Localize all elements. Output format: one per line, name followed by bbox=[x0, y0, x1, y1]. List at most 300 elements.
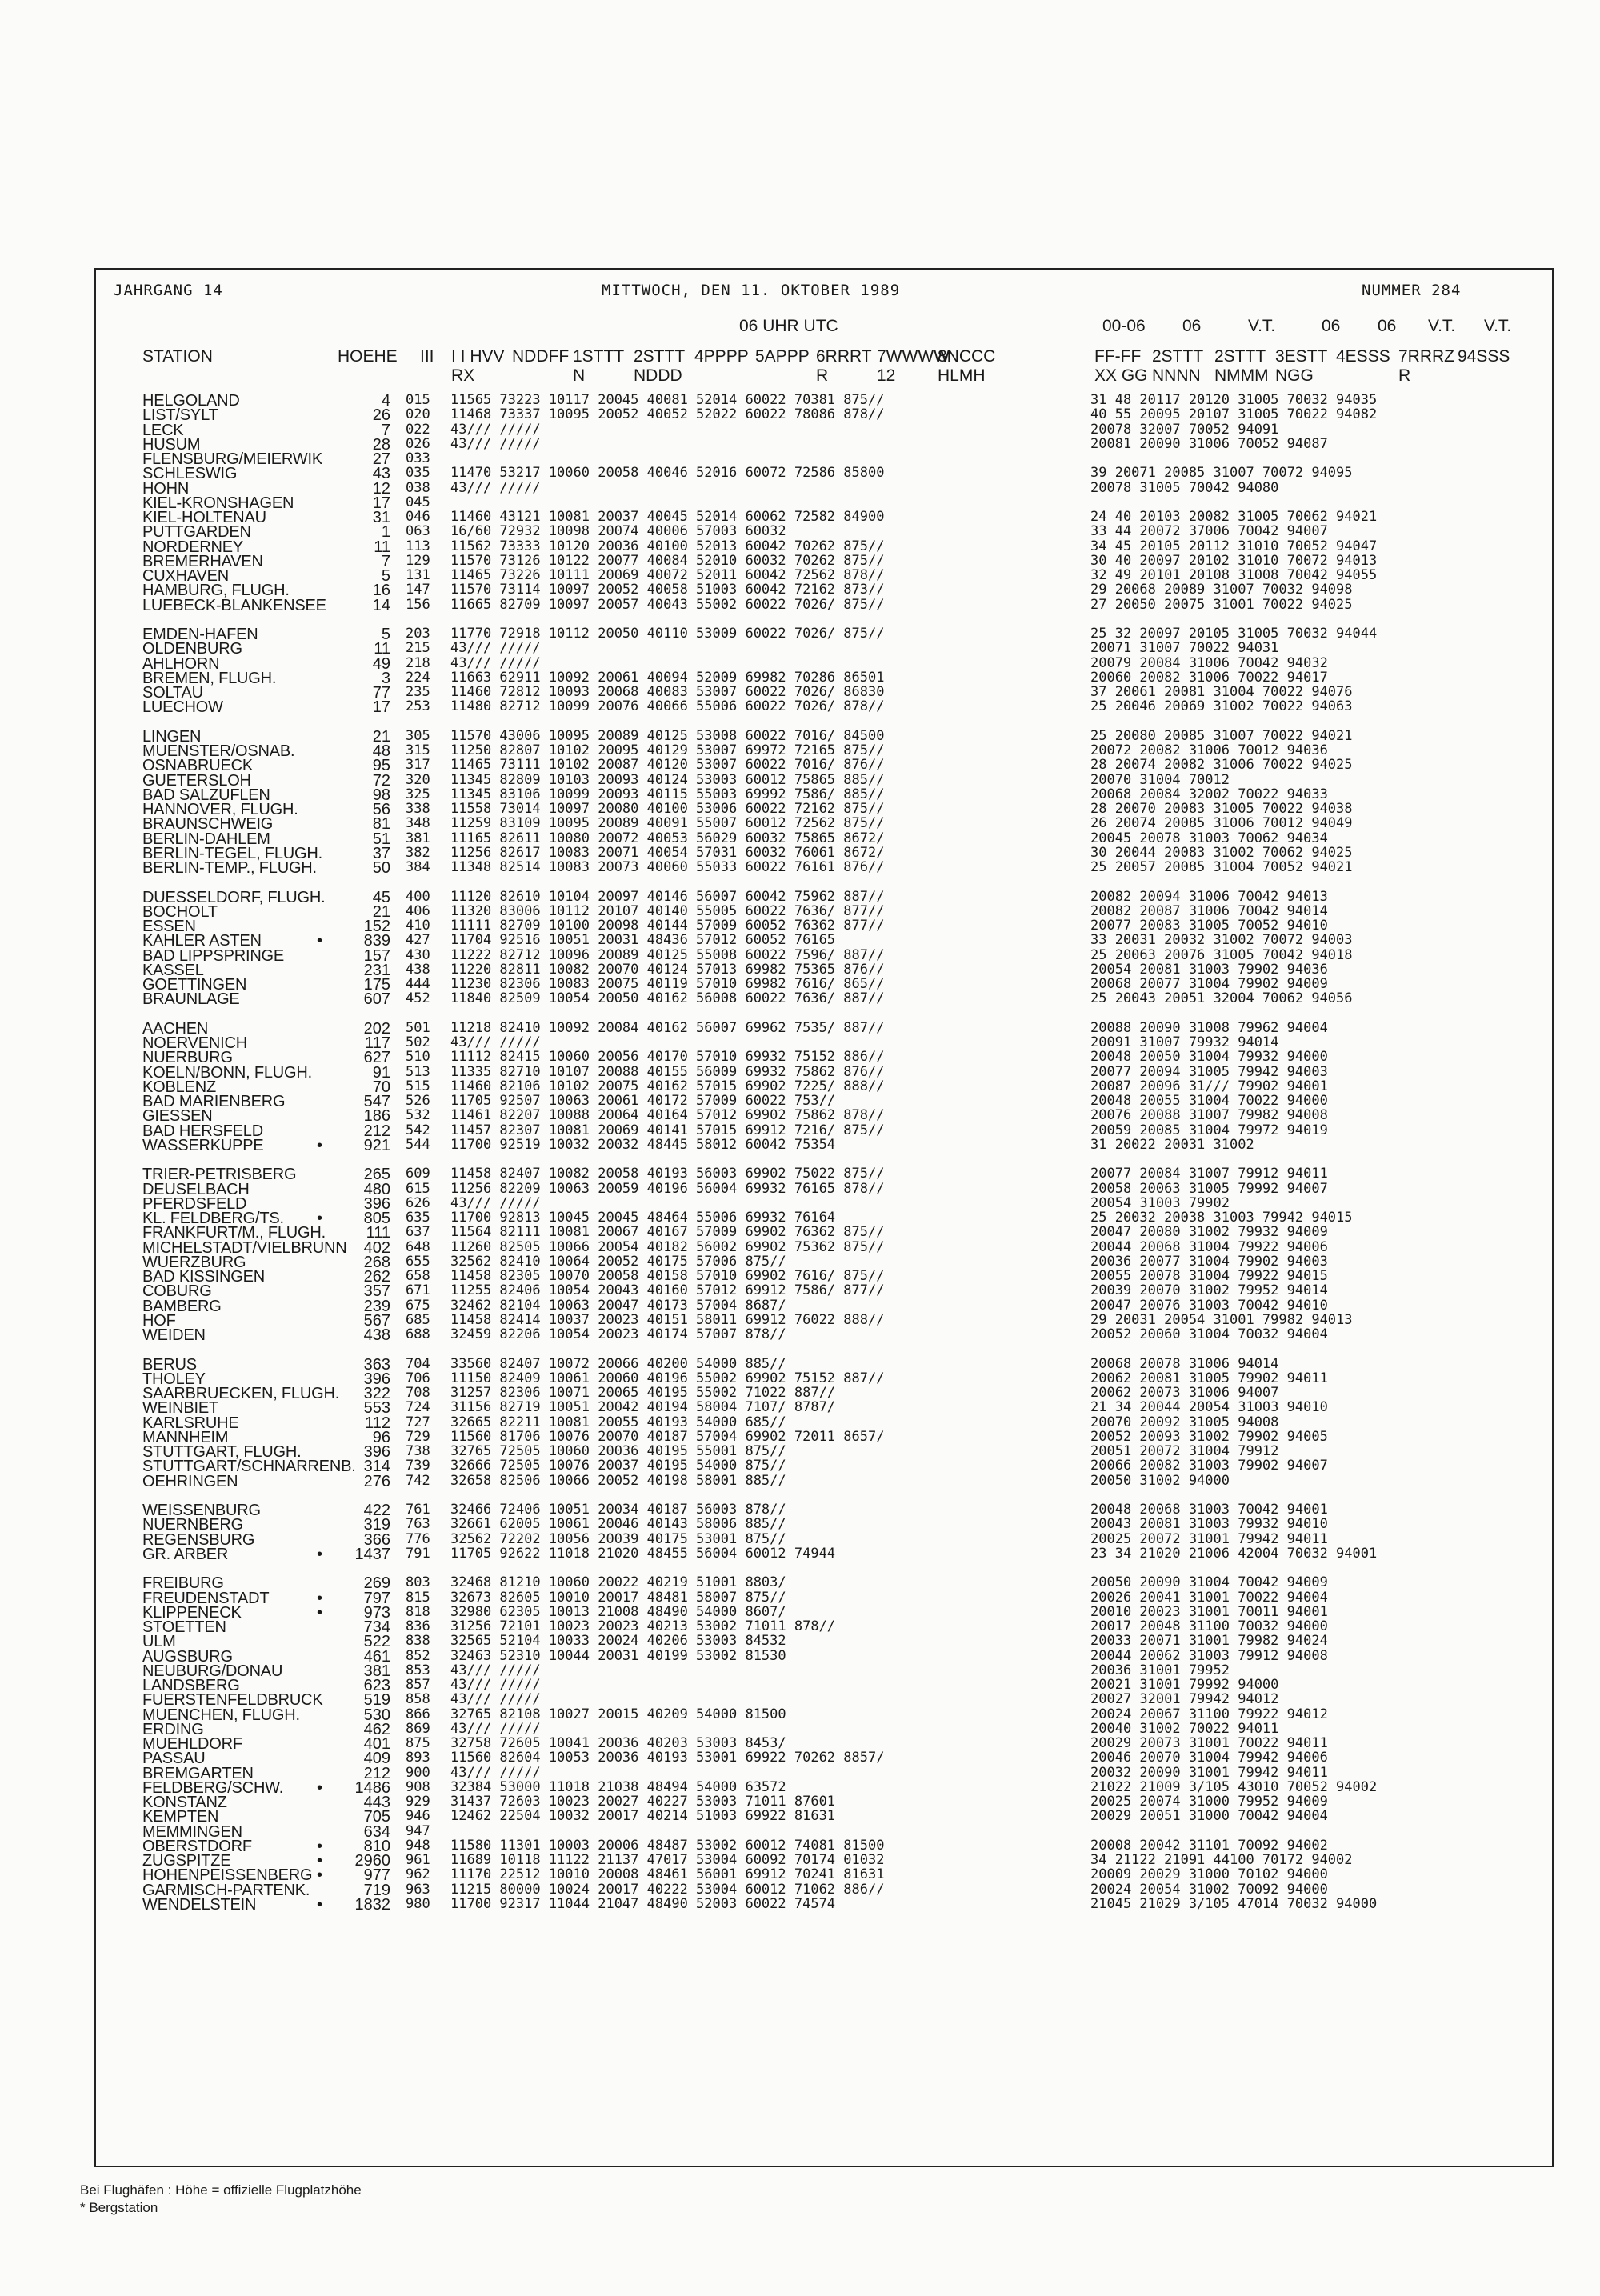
station-name: MUENSTER/OSNAB. bbox=[142, 742, 295, 760]
synop-data: 11705 92622 11018 21020 48455 56004 60012 74944 bbox=[450, 1545, 836, 1562]
station-height: 21 bbox=[372, 727, 390, 746]
station-index: 648 bbox=[406, 1238, 430, 1255]
synop-data: 32765 82108 10027 20015 40209 54000 81500 bbox=[450, 1706, 786, 1722]
station-index: 763 bbox=[406, 1516, 430, 1533]
station-name: REGENSBURG bbox=[142, 1530, 255, 1549]
synop-supplement: 20044 20062 31003 79912 94008 bbox=[1090, 1647, 1328, 1664]
station-index: 739 bbox=[406, 1458, 430, 1474]
station-name: ESSEN bbox=[142, 918, 196, 935]
synop-supplement: 20040 31002 70022 94011 bbox=[1090, 1720, 1279, 1737]
synop-data: 11222 82712 10096 20089 40125 55008 60022 7596/ 887// bbox=[450, 946, 885, 963]
station-name: KLIPPENECK bbox=[142, 1603, 242, 1622]
synop-supplement: 20078 31005 70042 94080 bbox=[1090, 479, 1279, 496]
station-height: 26 bbox=[372, 406, 390, 425]
station-index: 045 bbox=[406, 494, 430, 510]
synop-data: 43/// ///// bbox=[450, 435, 541, 452]
sub-r1: 00-06 bbox=[1102, 317, 1146, 335]
station-index: 526 bbox=[406, 1093, 430, 1109]
synop-supplement: 20055 20078 31004 79922 94015 bbox=[1090, 1268, 1328, 1284]
station-index: 438 bbox=[406, 961, 430, 978]
station-index: 724 bbox=[406, 1399, 430, 1416]
synop-data: 11458 82414 10037 20023 40151 58011 69912 76022 888// bbox=[450, 1311, 885, 1328]
station-index: 908 bbox=[406, 1778, 430, 1795]
sub-r2: 06 bbox=[1182, 317, 1202, 335]
col-c7: 6RRRT R bbox=[816, 347, 872, 385]
station-index: 400 bbox=[406, 888, 430, 905]
synop-data: 11460 43121 10081 20037 40045 52014 60062 72582 84900 bbox=[450, 509, 885, 525]
station-height: 2960 bbox=[354, 1852, 390, 1870]
synop-supplement: 20058 20063 31005 79992 94007 bbox=[1090, 1180, 1328, 1197]
station-index: 761 bbox=[406, 1502, 430, 1518]
synop-supplement: 20017 20048 31100 70032 94000 bbox=[1090, 1618, 1328, 1634]
station-index: 963 bbox=[406, 1881, 430, 1898]
station-index: 022 bbox=[406, 421, 430, 438]
issue-number: NUMMER 284 bbox=[1362, 282, 1462, 299]
station-height: 111 bbox=[366, 1224, 390, 1242]
synop-data: 11461 82207 10088 20064 40164 57012 69902 75862 878// bbox=[450, 1107, 885, 1124]
synop-supplement: 20052 20060 31004 70032 94004 bbox=[1090, 1326, 1328, 1342]
synop-data: 11230 82306 10083 20075 40119 57010 69982 7616/ 865// bbox=[450, 976, 885, 992]
synop-supplement: 32 49 20101 20108 31008 70042 94055 bbox=[1090, 567, 1378, 583]
col-c8: 7WWWW 12 bbox=[877, 347, 950, 385]
station-height: 43 bbox=[372, 465, 390, 483]
station-name: FELDBERG/SCHW. bbox=[142, 1778, 284, 1797]
station-height: 5 bbox=[381, 567, 390, 585]
synop-data: 32462 82104 10063 20047 40173 57004 8687/ bbox=[450, 1297, 786, 1314]
station-height: 50 bbox=[372, 859, 390, 877]
station-index: 224 bbox=[406, 669, 430, 686]
station-index: 980 bbox=[406, 1895, 430, 1912]
station-height: 37 bbox=[372, 844, 390, 862]
synop-data: 11457 82307 10081 20069 40141 57015 69912 7216/ 875// bbox=[450, 1122, 885, 1138]
synop-supplement: 26 20074 20085 31006 70012 94049 bbox=[1090, 815, 1353, 832]
station-height: 96 bbox=[372, 1428, 390, 1446]
synop-supplement: 20047 20076 31003 70042 94010 bbox=[1090, 1297, 1328, 1314]
synop-data: 43/// ///// bbox=[450, 1691, 541, 1708]
station-height: 973 bbox=[363, 1603, 390, 1622]
station-height: 705 bbox=[363, 1808, 390, 1826]
synop-supplement: 20033 20071 31001 79982 94024 bbox=[1090, 1633, 1328, 1650]
station-name: STOETTEN bbox=[142, 1618, 226, 1636]
synop-supplement: 29 20031 20054 31001 79982 94013 bbox=[1090, 1311, 1353, 1328]
station-height: 921 bbox=[363, 1136, 390, 1154]
station-index: 063 bbox=[406, 523, 430, 540]
synop-data: 11259 83109 10095 20089 40091 55007 60012 72562 875// bbox=[450, 815, 885, 832]
station-index: 858 bbox=[406, 1691, 430, 1708]
station-name: BERLIN-DAHLEM bbox=[142, 830, 270, 848]
station-name: NUERBURG bbox=[142, 1049, 233, 1067]
synop-data: 11570 73114 10097 20052 40058 51003 60042 72162 873// bbox=[450, 582, 885, 598]
mountain-marker: • bbox=[317, 1545, 323, 1563]
station-name: HANNOVER, FLUGH. bbox=[142, 801, 298, 818]
station-name: KASSEL bbox=[142, 961, 204, 979]
station-height: 438 bbox=[363, 1326, 390, 1344]
station-height: 5 bbox=[381, 626, 390, 643]
synop-data: 11215 80000 10024 20017 40222 53004 60012 71062 886// bbox=[450, 1881, 885, 1898]
synop-supplement: 20045 20078 31003 70062 94034 bbox=[1090, 830, 1328, 846]
synop-supplement: 20009 20029 31000 70102 94000 bbox=[1090, 1866, 1328, 1883]
station-height: 56 bbox=[372, 801, 390, 818]
synop-data: 11700 92519 10032 20032 48445 58012 60042 75354 bbox=[450, 1136, 836, 1153]
synop-data: 32673 82605 10010 20017 48481 58007 875// bbox=[450, 1589, 786, 1606]
synop-data: 11560 81706 10076 20070 40187 57004 69902 72011 8657/ bbox=[450, 1428, 885, 1445]
col-c1: I I HVV RX bbox=[451, 347, 505, 385]
station-height: 212 bbox=[363, 1122, 390, 1140]
station-name: CUXHAVEN bbox=[142, 567, 230, 585]
synop-supplement: 24 40 20103 20082 31005 70062 94021 bbox=[1090, 509, 1378, 525]
station-name: OLDENBURG bbox=[142, 640, 242, 658]
station-name: FREUDENSTADT bbox=[142, 1589, 270, 1607]
station-name: TRIER-PETRISBERG bbox=[142, 1166, 297, 1184]
station-name: KOBLENZ bbox=[142, 1078, 216, 1096]
utc-label: 06 UHR UTC bbox=[739, 317, 838, 335]
synop-supplement: 20044 20068 31004 79922 94006 bbox=[1090, 1238, 1328, 1255]
station-height: 98 bbox=[372, 786, 390, 804]
synop-supplement: 20087 20096 31/// 79902 94001 bbox=[1090, 1078, 1328, 1094]
synop-supplement: 20048 20068 31003 70042 94001 bbox=[1090, 1502, 1328, 1518]
station-height: 95 bbox=[372, 757, 390, 775]
station-index: 317 bbox=[406, 757, 430, 774]
station-index: 803 bbox=[406, 1574, 430, 1591]
station-name: BAD LIPPSPRINGE bbox=[142, 946, 285, 965]
synop-supplement: 20024 20054 31002 70092 94000 bbox=[1090, 1881, 1328, 1898]
station-height: 17 bbox=[372, 698, 390, 717]
station-index: 948 bbox=[406, 1837, 430, 1854]
col-hoehe: HOEHE bbox=[338, 347, 398, 366]
station-name: DEUSELBACH bbox=[142, 1180, 250, 1198]
station-index: 156 bbox=[406, 596, 430, 613]
station-name: LINGEN bbox=[142, 727, 202, 746]
station-height: 381 bbox=[363, 1662, 390, 1680]
station-name: BAD HERSFELD bbox=[142, 1122, 263, 1140]
station-height: 480 bbox=[363, 1180, 390, 1198]
station-name: BREMGARTEN bbox=[142, 1764, 254, 1782]
station-index: 655 bbox=[406, 1253, 430, 1270]
station-index: 410 bbox=[406, 918, 430, 934]
station-name: WENDELSTEIN bbox=[142, 1895, 257, 1914]
synop-supplement: 25 20046 20069 31002 70022 94063 bbox=[1090, 698, 1353, 715]
station-height: 268 bbox=[363, 1253, 390, 1271]
footnote-mountain: * Bergstation bbox=[80, 2200, 158, 2215]
station-height: 797 bbox=[363, 1589, 390, 1607]
synop-data: 32666 72505 10076 20037 40195 54000 875// bbox=[450, 1458, 786, 1474]
synop-data: 11562 73333 10120 20036 40100 52013 60042 70262 875// bbox=[450, 538, 885, 554]
station-index: 900 bbox=[406, 1764, 430, 1781]
station-height: 117 bbox=[365, 1034, 390, 1052]
station-name: BAD SALZUFLEN bbox=[142, 786, 270, 804]
synop-data: 43/// ///// bbox=[450, 1034, 541, 1050]
station-name: FRANKFURT/M., FLUGH. bbox=[142, 1224, 326, 1242]
col-c4: 2STTT NDDD bbox=[634, 347, 686, 385]
synop-supplement: 40 55 20095 20107 31005 70022 94082 bbox=[1090, 406, 1378, 423]
synop-data: 43/// ///// bbox=[450, 1677, 541, 1693]
station-name: SCHLESWIG bbox=[142, 465, 238, 483]
synop-supplement: 20068 20077 31004 79902 94009 bbox=[1090, 976, 1328, 992]
synop-data: 32765 72505 10060 20036 40195 55001 875// bbox=[450, 1443, 786, 1459]
station-name: KIEL-KRONSHAGEN bbox=[142, 494, 294, 512]
synop-supplement: 20079 20084 31006 70042 94032 bbox=[1090, 654, 1328, 671]
synop-data: 11705 92507 10063 20061 40172 57009 60022 753// bbox=[450, 1093, 836, 1109]
synop-data: 12462 22504 10032 20017 40214 51003 69922 81631 bbox=[450, 1808, 836, 1825]
synop-data: 31257 82306 10071 20065 40195 55002 71022 887// bbox=[450, 1385, 836, 1401]
synop-data: 11335 82710 10107 20088 40155 56009 69932 75862 876// bbox=[450, 1063, 885, 1080]
station-height: 623 bbox=[363, 1677, 390, 1694]
station-height: 17 bbox=[372, 494, 390, 512]
synop-data: 43/// ///// bbox=[450, 1194, 541, 1211]
synop-supplement: 31 20022 20031 31002 bbox=[1090, 1136, 1254, 1153]
col-iii: III bbox=[420, 347, 434, 366]
synop-data: 11348 82514 10083 20073 40060 55033 60022 76161 876// bbox=[450, 859, 885, 875]
synop-supplement: 39 20071 20085 31007 70072 94095 bbox=[1090, 465, 1353, 482]
station-height: 805 bbox=[363, 1210, 390, 1227]
station-index: 502 bbox=[406, 1034, 430, 1050]
synop-supplement: 20021 31001 79992 94000 bbox=[1090, 1677, 1279, 1693]
station-name: WEIDEN bbox=[142, 1326, 206, 1344]
station-index: 510 bbox=[406, 1049, 430, 1066]
station-index: 791 bbox=[406, 1545, 430, 1562]
station-index: 315 bbox=[406, 742, 430, 758]
station-index: 961 bbox=[406, 1852, 430, 1868]
synop-supplement: 20036 20077 31004 79902 94003 bbox=[1090, 1253, 1328, 1270]
col-r5: 4ESSS bbox=[1336, 347, 1390, 366]
station-name: LUEBECK-BLANKENSEE bbox=[142, 596, 326, 614]
station-height: 461 bbox=[363, 1647, 390, 1666]
station-index: 704 bbox=[406, 1355, 430, 1372]
synop-data: 11345 83106 10099 20093 40115 55003 69992 7586/ 885// bbox=[450, 786, 885, 802]
station-index: 320 bbox=[406, 771, 430, 788]
station-index: 338 bbox=[406, 801, 430, 817]
synop-supplement: 20068 20084 32002 70022 94033 bbox=[1090, 786, 1328, 802]
station-name: GR. ARBER bbox=[142, 1545, 229, 1563]
synop-supplement: 20025 20074 31000 79952 94009 bbox=[1090, 1794, 1328, 1810]
synop-data: 11320 83006 10112 20107 40140 55005 60022 7636/ 877// bbox=[450, 902, 885, 919]
station-height: 401 bbox=[363, 1735, 390, 1753]
station-index: 038 bbox=[406, 479, 430, 496]
station-height: 157 bbox=[363, 946, 390, 965]
station-name: GIESSEN bbox=[142, 1107, 213, 1126]
synop-data: 11480 82712 10099 20076 40066 55006 60022 7026/ 878// bbox=[450, 698, 885, 715]
synop-data: 43/// ///// bbox=[450, 640, 541, 657]
station-height: 366 bbox=[363, 1530, 390, 1549]
station-name: BREMERHAVEN bbox=[142, 552, 263, 570]
station-height: 839 bbox=[363, 932, 390, 950]
col-r3: 2STTT NMMM bbox=[1214, 347, 1269, 385]
station-index: 962 bbox=[406, 1866, 430, 1883]
synop-supplement: 20077 20094 31005 79942 94003 bbox=[1090, 1063, 1328, 1080]
synop-supplement: 20032 20090 31001 79942 94011 bbox=[1090, 1764, 1328, 1781]
station-name: LIST/SYLT bbox=[142, 406, 218, 425]
station-index: 626 bbox=[406, 1194, 430, 1211]
synop-data: 11704 92516 10051 20031 48436 57012 60052 76165 bbox=[450, 932, 836, 949]
station-name: NUERNBERG bbox=[142, 1516, 243, 1534]
station-index: 215 bbox=[406, 640, 430, 657]
station-height: 319 bbox=[363, 1516, 390, 1534]
station-name: HOHENPEISSENBERG bbox=[142, 1866, 313, 1885]
station-index: 129 bbox=[406, 552, 430, 569]
mountain-marker: • bbox=[317, 1589, 323, 1607]
station-name: HOHN bbox=[142, 479, 190, 498]
station-height: 409 bbox=[363, 1750, 390, 1768]
station-name: MUENCHEN, FLUGH. bbox=[142, 1706, 300, 1724]
synop-supplement: 20082 20094 31006 70042 94013 bbox=[1090, 888, 1328, 905]
station-index: 708 bbox=[406, 1385, 430, 1401]
station-index: 946 bbox=[406, 1808, 430, 1825]
station-index: 035 bbox=[406, 465, 430, 482]
synop-supplement: 34 45 20105 20112 31010 70052 94047 bbox=[1090, 538, 1378, 554]
synop-data: 11165 82611 10080 20072 40053 56029 60032 75865 8672/ bbox=[450, 830, 885, 846]
synop-supplement: 20047 20080 31002 79932 94009 bbox=[1090, 1224, 1328, 1241]
station-height: 202 bbox=[363, 1019, 390, 1038]
col-r2: 2STTT NNNN bbox=[1152, 347, 1204, 385]
synop-data: 11465 73111 10102 20087 40120 53007 60022 7016/ 876// bbox=[450, 757, 885, 774]
col-c9: 8NCCC HLMH bbox=[938, 347, 996, 385]
station-name: THOLEY bbox=[142, 1370, 206, 1388]
synop-data: 11770 72918 10112 20050 40110 53009 60022 7026/ 875// bbox=[450, 626, 885, 642]
station-height: 1 bbox=[381, 523, 390, 542]
synop-data: 11564 82111 10081 20067 40167 57009 69902 76362 875// bbox=[450, 1224, 885, 1241]
synop-data: 16/60 72932 10098 20074 40006 57003 60032 bbox=[450, 523, 786, 540]
station-name: KARLSRUHE bbox=[142, 1414, 239, 1432]
station-index: 452 bbox=[406, 990, 430, 1007]
synop-data: 11460 72812 10093 20068 40083 53007 60022 7026/ 86830 bbox=[450, 684, 885, 700]
station-name: KEMPTEN bbox=[142, 1808, 219, 1826]
synop-supplement: 20046 20070 31004 79942 94006 bbox=[1090, 1750, 1328, 1766]
synop-data: 11570 43006 10095 20089 40125 53008 60022 7016/ 84500 bbox=[450, 727, 885, 744]
synop-supplement: 20077 20083 31005 70052 94010 bbox=[1090, 918, 1328, 934]
col-c5: 4PPPP bbox=[694, 347, 749, 366]
station-name: BERLIN-TEMP., FLUGH. bbox=[142, 859, 317, 877]
mountain-marker: • bbox=[317, 1895, 323, 1914]
station-height: 27 bbox=[372, 450, 390, 468]
synop-data: 11560 82604 10053 20036 40193 53001 69922 70262 8857/ bbox=[450, 1750, 885, 1766]
station-height: 547 bbox=[363, 1093, 390, 1110]
col-c6: 5APPP bbox=[755, 347, 810, 366]
station-index: 382 bbox=[406, 844, 430, 861]
station-name: KONSTANZ bbox=[142, 1794, 227, 1811]
synop-supplement: 20027 32001 79942 94012 bbox=[1090, 1691, 1279, 1708]
station-height: 1832 bbox=[354, 1895, 390, 1914]
synop-supplement: 20029 20073 31001 70022 94011 bbox=[1090, 1735, 1328, 1751]
station-name: PUTTGARDEN bbox=[142, 523, 251, 542]
station-height: 262 bbox=[363, 1268, 390, 1286]
station-height: 7 bbox=[381, 421, 390, 439]
station-index: 501 bbox=[406, 1019, 430, 1036]
synop-supplement: 20054 31003 79902 bbox=[1090, 1194, 1230, 1211]
synop-data: 32562 72202 10056 20039 40175 53001 875// bbox=[450, 1530, 786, 1547]
synop-supplement: 20072 20082 31006 70012 94036 bbox=[1090, 742, 1328, 758]
synop-supplement: 20062 20073 31006 94007 bbox=[1090, 1385, 1279, 1401]
station-height: 553 bbox=[363, 1399, 390, 1418]
synop-supplement: 20048 20050 31004 79932 94000 bbox=[1090, 1049, 1328, 1066]
synop-data: 11700 92317 11044 21047 48490 52003 60022 74574 bbox=[450, 1895, 836, 1912]
sub-r6: V.T. bbox=[1428, 317, 1456, 335]
station-height: 7 bbox=[381, 552, 390, 570]
synop-supplement: 20039 20070 31002 79952 94014 bbox=[1090, 1282, 1328, 1299]
station-index: 818 bbox=[406, 1603, 430, 1620]
sub-r3: V.T. bbox=[1248, 317, 1276, 335]
station-name: FLENSBURG/MEIERWIK bbox=[142, 450, 322, 468]
station-index: 675 bbox=[406, 1297, 430, 1314]
mountain-marker: • bbox=[317, 1852, 323, 1870]
synop-data: 32565 52104 10033 20024 40206 53003 84532 bbox=[450, 1633, 786, 1650]
synop-supplement: 21022 21009 3/105 43010 70052 94002 bbox=[1090, 1778, 1378, 1795]
synop-data: 11260 82505 10066 20054 40182 56002 69902 75362 875// bbox=[450, 1238, 885, 1255]
synop-data: 11458 82407 10082 20058 40193 56003 69902 75022 875// bbox=[450, 1166, 885, 1182]
col-r6: 7RRRZ R bbox=[1398, 347, 1455, 385]
station-index: 776 bbox=[406, 1530, 430, 1547]
station-height: 363 bbox=[363, 1355, 390, 1374]
station-index: 513 bbox=[406, 1063, 430, 1080]
synop-supplement: 20070 31004 70012 bbox=[1090, 771, 1230, 788]
synop-supplement: 20068 20078 31006 94014 bbox=[1090, 1355, 1279, 1372]
station-name: LECK bbox=[142, 421, 184, 439]
synop-data: 31437 72603 10023 20027 40227 53003 71011 87601 bbox=[450, 1794, 836, 1810]
footnote-airport: Bei Flughäfen : Höhe = offizielle Flugplatzhöhe bbox=[80, 2182, 362, 2198]
station-name: BAD MARIENBERG bbox=[142, 1093, 286, 1110]
synop-data: 32466 72406 10051 20034 40187 56003 878// bbox=[450, 1502, 786, 1518]
station-index: 325 bbox=[406, 786, 430, 802]
station-height: 152 bbox=[363, 918, 390, 935]
station-name: PFERDSFELD bbox=[142, 1194, 247, 1213]
station-index: 381 bbox=[406, 830, 430, 846]
synop-supplement: 30 40 20097 20102 31010 70072 94013 bbox=[1090, 552, 1378, 569]
station-height: 977 bbox=[363, 1866, 390, 1885]
synop-data: 11665 82709 10097 20057 40043 55002 60022 7026/ 875// bbox=[450, 596, 885, 613]
station-index: 875 bbox=[406, 1735, 430, 1751]
station-height: 72 bbox=[372, 771, 390, 790]
synop-data: 11256 82617 10083 20071 40054 57031 60032 76061 8672/ bbox=[450, 844, 885, 861]
station-height: 402 bbox=[363, 1238, 390, 1257]
station-name: BRAUNSCHWEIG bbox=[142, 815, 274, 834]
station-index: 046 bbox=[406, 509, 430, 525]
date-label: MITTWOCH, DEN 11. OKTOBER 1989 bbox=[602, 282, 901, 299]
station-index: 671 bbox=[406, 1282, 430, 1299]
station-name: OSNABRUECK bbox=[142, 757, 254, 775]
station-index: 033 bbox=[406, 450, 430, 466]
station-name: KAHLER ASTEN bbox=[142, 932, 262, 950]
synop-data: 11120 82610 10104 20097 40146 56007 60042 75962 887// bbox=[450, 888, 885, 905]
synop-data: 32468 81210 10060 20022 40219 51001 8803/ bbox=[450, 1574, 786, 1591]
station-height: 567 bbox=[363, 1311, 390, 1330]
synop-data: 11250 82807 10102 20095 40129 53007 69972 72165 875// bbox=[450, 742, 885, 758]
station-height: 48 bbox=[372, 742, 390, 760]
synop-data: 11170 22512 10010 20008 48461 56001 69912 70241 81631 bbox=[450, 1866, 885, 1883]
col-c2: NDDFF bbox=[512, 347, 570, 366]
synop-data: 32980 62305 10013 21008 48490 54000 8607/ bbox=[450, 1603, 786, 1620]
station-name: WEISSENBURG bbox=[142, 1502, 261, 1519]
synop-data: 11345 82809 10103 20093 40124 53003 60012 75865 885// bbox=[450, 771, 885, 788]
station-height: 4 bbox=[381, 392, 390, 410]
station-height: 28 bbox=[372, 435, 390, 454]
station-name: WASSERKUPPE bbox=[142, 1136, 264, 1154]
station-height: 265 bbox=[363, 1166, 390, 1184]
synop-supplement: 21 34 20044 20054 31003 94010 bbox=[1090, 1399, 1328, 1416]
station-index: 658 bbox=[406, 1268, 430, 1284]
mountain-marker: • bbox=[317, 1837, 323, 1855]
station-index: 688 bbox=[406, 1326, 430, 1342]
synop-supplement: 25 20063 20076 31005 70042 94018 bbox=[1090, 946, 1353, 963]
synop-supplement: 25 20080 20085 31007 70022 94021 bbox=[1090, 727, 1353, 744]
station-height: 3 bbox=[381, 669, 390, 687]
station-index: 020 bbox=[406, 406, 430, 423]
station-height: 443 bbox=[363, 1794, 390, 1811]
station-name: GOETTINGEN bbox=[142, 976, 247, 994]
synop-data: 11220 82811 10082 20070 40124 57013 69982 75365 876// bbox=[450, 961, 885, 978]
synop-data: 32758 72605 10041 20036 40203 53003 8453/ bbox=[450, 1735, 786, 1751]
synop-data: 43/// ///// bbox=[450, 654, 541, 671]
synop-supplement: 20050 20090 31004 70042 94009 bbox=[1090, 1574, 1328, 1591]
synop-data: 43/// ///// bbox=[450, 1764, 541, 1781]
